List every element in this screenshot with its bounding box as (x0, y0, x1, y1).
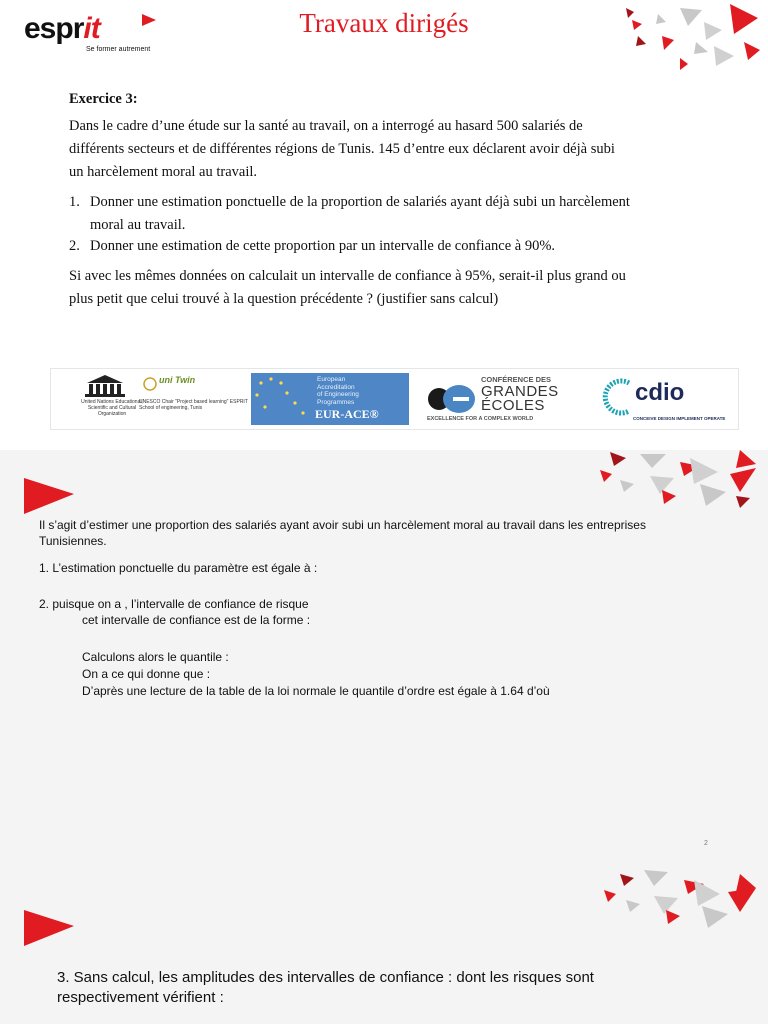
quantile-line: Calculons alors le quantile : (82, 650, 229, 664)
page-number: 2 (704, 840, 708, 847)
solution-intro-line: Tunisiennes. (39, 534, 107, 548)
cge-mid2: ÉCOLES (481, 397, 545, 414)
intro-line: Dans le cadre d’une étude sur la santé au travail, on a interrogé au hasard 500 salariés de (69, 118, 583, 134)
unitwin-name: uni Twin (159, 375, 196, 385)
exercise-slide (0, 0, 768, 450)
unitwin-globe-icon (143, 377, 157, 391)
solution-slide (0, 450, 768, 862)
unesco-caption: United Nations Educational, Scientific and Cultural Organization (81, 399, 143, 417)
logo-tagline: Se former autrement (86, 46, 151, 53)
question3-line: 3. Sans calcul, les amplitudes des intervalles de confiance : dont les risques sont (57, 969, 594, 986)
question-1 (69, 191, 689, 237)
cge-top: CONFÉRENCE DES (481, 375, 552, 384)
page-title: Travaux dirigés (299, 8, 469, 38)
question3-slide (0, 862, 768, 1024)
question-line: Donner une estimation ponctuelle de la proportion de salariés ayant déjà subi un harcèlement (90, 194, 630, 210)
followup-line: plus petit que celui trouvé à la question précédente ? (justifier sans calcul) (69, 291, 499, 307)
question-line: Donner une estimation de cette proportion par un intervalle de confiance à 90%. (90, 238, 556, 254)
question3-line: respectivement vérifient : (57, 989, 224, 1006)
cge-bottom: EXCELLENCE FOR A COMPLEX WORLD (427, 416, 534, 422)
eurace-line: Programmes (317, 398, 355, 406)
solution-q1: 1. L’estimation ponctuelle du paramètre est égale à : (39, 561, 318, 575)
quantile-line: D’après une lecture de la table de la loi normale le quantile d’ordre est égale à 1.64 d’où (82, 684, 550, 698)
question-line: moral au travail. (90, 217, 186, 233)
partners-banner (50, 368, 739, 430)
decorative-triangles-icon (610, 0, 768, 80)
eurace-logo (251, 373, 409, 425)
eurace-line: Accreditation (317, 383, 355, 391)
question-number: 1. (69, 194, 80, 210)
intro-line: un harcèlement moral au travail. (69, 164, 258, 180)
question-3 (57, 968, 747, 1008)
quantile-line: On a ce qui donne que : (82, 667, 211, 681)
followup-line: Si avec les mêmes données on calculait un intervalle de confiance à 95%, serait-il plus grand ou (69, 268, 626, 284)
cge-mid1: GRANDES (481, 383, 559, 400)
cge-emblem-icon (427, 379, 477, 419)
solution-q2-line2: cet intervalle de confiance est de la forme : (82, 613, 311, 627)
logo-wordmark: esprit (24, 12, 100, 45)
eurace-line: European (317, 376, 346, 383)
exercise-title: Exercice 3: (69, 91, 138, 107)
cge-logo (427, 373, 579, 425)
solution-intro (39, 517, 739, 549)
unesco-temple-icon (83, 375, 127, 397)
question-2 (69, 235, 689, 258)
eurace-name: EUR-ACE® (315, 407, 379, 421)
exercise-intro (69, 115, 689, 184)
question-number: 2. (69, 238, 80, 254)
eurace-stars-icon (251, 373, 311, 425)
eurace-line: of Engineering (317, 391, 359, 398)
solution-intro-line: Il s’agit d’estimer une proportion des salariés ayant avoir subi un harcèlement moral au travail dans les entreprises (39, 518, 646, 532)
cdio-arc-icon (599, 377, 635, 417)
unitwin-caption: UNESCO Chair "Project based learning" ESPRIT School of engineering, Tunis (139, 399, 248, 411)
solution-q2-line1: 2. puisque on a , l’intervalle de confiance de risque (39, 597, 309, 611)
cdio-name: cdio (635, 379, 685, 406)
cdio-tagline: CONCEIVE DESIGN IMPLEMENT OPERATE (633, 416, 726, 421)
followup-question (69, 265, 689, 311)
intro-line: différents secteurs et de différentes régions de Tunis. 145 d’entre eux déclarent avoir déjà subi (69, 141, 615, 157)
unitwin-logo (139, 373, 249, 425)
cdio-logo (599, 373, 739, 425)
